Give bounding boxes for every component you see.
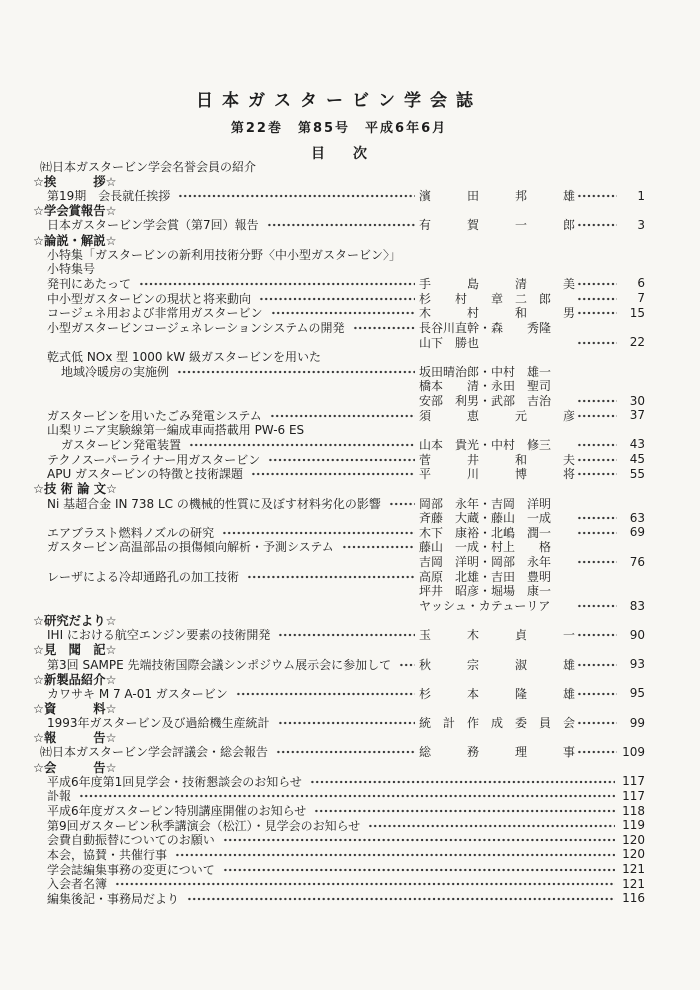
dot-leader bbox=[310, 774, 615, 789]
dot-leader bbox=[259, 291, 415, 306]
entry-authors: 杉 本 隆 雄 bbox=[419, 686, 576, 701]
entry-title: ☆見 聞 記☆ bbox=[33, 643, 117, 658]
entry-authors: 高原 北雄・吉田 豊明 bbox=[419, 569, 552, 584]
dot-leader-short bbox=[577, 481, 617, 496]
toc-row bbox=[33, 335, 645, 350]
dot-leader bbox=[247, 569, 415, 584]
toc-row bbox=[33, 569, 645, 584]
dot-leader-short bbox=[577, 525, 617, 540]
entry-title: 乾式低 NOx 型 1000 kW 級ガスタービンを用いた bbox=[47, 350, 321, 365]
dot-leader-short bbox=[577, 188, 617, 203]
toc-section-header bbox=[33, 642, 645, 657]
entry-title: 小特集号 bbox=[47, 262, 96, 277]
entry-page: 93 bbox=[629, 657, 645, 672]
toc-row bbox=[33, 657, 645, 672]
dot-leader bbox=[222, 525, 415, 540]
dot-leader-short bbox=[577, 203, 617, 218]
dot-leader-short bbox=[577, 671, 617, 686]
entry-page: 121 bbox=[622, 876, 645, 891]
dot-leader bbox=[41, 510, 415, 525]
entry-authors: ヤッシュ・カテューリア bbox=[419, 599, 551, 614]
entry-page: 117 bbox=[622, 788, 645, 803]
dot-leader bbox=[125, 613, 415, 628]
entry-page: 95 bbox=[629, 686, 645, 701]
toc-row bbox=[33, 379, 645, 394]
toc-row bbox=[33, 159, 645, 174]
entry-title: ☆資 料☆ bbox=[33, 702, 117, 717]
dot-leader bbox=[178, 188, 415, 203]
entry-title: カワサキ M 7 A-01 ガスタービン bbox=[47, 686, 228, 701]
dot-leader bbox=[278, 628, 415, 643]
entry-title: APU ガスタービンの特徴と技術課題 bbox=[47, 467, 244, 482]
entry-title: 1993年ガスタービン及び過給機生産統計 bbox=[47, 716, 270, 731]
dot-leader-short bbox=[577, 598, 617, 613]
toc-section-header bbox=[33, 232, 645, 247]
entry-page: 109 bbox=[622, 744, 645, 759]
toc-row bbox=[33, 789, 645, 804]
dot-leader bbox=[125, 759, 415, 774]
dot-leader-short bbox=[577, 408, 617, 423]
entry-page: 90 bbox=[629, 627, 645, 642]
dot-leader bbox=[125, 203, 415, 218]
entry-authors: 坪井 昭彦・堀場 康一 bbox=[419, 584, 552, 599]
toc-section-header bbox=[33, 203, 645, 218]
entry-title: ☆新製品紹介☆ bbox=[33, 672, 117, 687]
entry-title: 中小型ガスタービンの現状と将来動向 bbox=[47, 291, 252, 306]
entry-page: 76 bbox=[629, 554, 645, 569]
entry-title: ☆会 告☆ bbox=[33, 760, 117, 775]
dot-leader-short bbox=[577, 584, 617, 599]
toc-row bbox=[33, 437, 645, 452]
dot-leader bbox=[278, 715, 415, 730]
toc-row bbox=[33, 876, 645, 891]
dot-leader-short bbox=[577, 628, 617, 643]
entry-page: 119 bbox=[622, 818, 645, 833]
dot-leader-short bbox=[577, 379, 617, 394]
toc-row bbox=[33, 188, 645, 203]
dot-leader bbox=[175, 847, 615, 862]
toc-row bbox=[33, 364, 645, 379]
issue-info: 第22巻 第85号 平成6年6月 bbox=[230, 121, 448, 136]
dot-leader-short bbox=[577, 745, 617, 760]
dot-leader-short bbox=[577, 261, 617, 276]
entry-authors: 岡部 永年・吉岡 洋明 bbox=[419, 496, 552, 511]
toc-section-header bbox=[33, 701, 645, 716]
entry-authors: 総 務 理 事 bbox=[419, 745, 576, 760]
entry-title: 本会，協賛・共催行事 bbox=[47, 847, 168, 862]
entry-page: 30 bbox=[629, 393, 645, 408]
entry-page: 63 bbox=[629, 510, 645, 525]
entry-page: 7 bbox=[637, 291, 645, 306]
entry-authors: 斉藤 大蔵・藤山 一成 bbox=[419, 511, 552, 526]
dot-leader bbox=[264, 159, 415, 174]
entry-title: ☆学会賞報告☆ bbox=[33, 204, 117, 219]
entry-page: 83 bbox=[629, 598, 645, 613]
dot-leader bbox=[41, 335, 415, 350]
toc-list bbox=[33, 159, 645, 906]
entry-title: 訃報 bbox=[47, 789, 72, 804]
toc-row bbox=[33, 393, 645, 408]
entry-authors: 統 計 作 成 委 員 会 bbox=[419, 716, 576, 731]
entry-authors: 吉岡 洋明・岡部 永年 bbox=[419, 555, 552, 570]
toc-row bbox=[33, 247, 645, 262]
toc-row bbox=[33, 305, 645, 320]
dot-leader bbox=[177, 364, 415, 379]
entry-title: ☆技 術 論 文☆ bbox=[33, 482, 118, 497]
toc-row bbox=[33, 847, 645, 862]
dot-leader bbox=[270, 408, 415, 423]
dot-leader bbox=[389, 496, 415, 511]
dot-leader-short bbox=[577, 613, 617, 628]
toc-row bbox=[33, 261, 645, 276]
toc-row bbox=[33, 745, 645, 760]
dot-leader-short bbox=[577, 701, 617, 716]
dot-leader bbox=[271, 305, 415, 320]
toc-heading: 目 次 bbox=[311, 146, 367, 162]
entry-authors: 木 村 和 男 bbox=[419, 306, 576, 321]
dot-leader bbox=[312, 423, 415, 438]
entry-authors: 菅 井 和 夫 bbox=[419, 452, 576, 467]
entry-title: ☆論説・解説☆ bbox=[33, 233, 117, 248]
entry-title: テクノスーパーライナー用ガスタービン bbox=[47, 452, 261, 467]
entry-title: ガスタービン発電装置 bbox=[61, 438, 182, 452]
entry-page: 118 bbox=[622, 803, 645, 818]
dot-leader-short bbox=[577, 276, 617, 291]
dot-leader bbox=[125, 232, 415, 247]
entry-title: 平成6年度第1回見学会・技術懇談会のお知らせ bbox=[47, 774, 302, 789]
dot-leader bbox=[223, 862, 615, 877]
toc-row bbox=[33, 803, 645, 818]
entry-title: 入会者名簿 bbox=[47, 877, 108, 892]
toc-section-header bbox=[33, 730, 645, 745]
entry-page: 45 bbox=[629, 452, 645, 467]
toc-row bbox=[33, 628, 645, 643]
entry-page: 121 bbox=[622, 862, 645, 877]
dot-leader bbox=[314, 803, 615, 818]
entry-title: 編集後記・事務局だより bbox=[47, 891, 180, 906]
dot-leader bbox=[125, 481, 415, 496]
entry-page: 15 bbox=[629, 305, 645, 320]
entry-authors: 坂田晴治郎・中村 雄一 bbox=[419, 364, 552, 379]
entry-title: 第19期 会長就任挨拶 bbox=[47, 189, 171, 204]
entry-title: 小型ガスタービンコージェネレーションシステムの開発 bbox=[47, 320, 345, 335]
toc-row bbox=[33, 584, 645, 599]
entry-authors: 山下 勝也 bbox=[419, 335, 480, 350]
dot-leader bbox=[115, 876, 615, 891]
toc-row bbox=[33, 320, 645, 335]
dot-leader-short bbox=[577, 364, 617, 379]
toc-row bbox=[33, 349, 645, 364]
dot-leader-short bbox=[577, 642, 617, 657]
entry-page: 99 bbox=[629, 715, 645, 730]
dot-leader bbox=[276, 745, 415, 760]
dot-leader-short bbox=[577, 730, 617, 745]
toc-row bbox=[33, 774, 645, 789]
dot-leader-short bbox=[577, 715, 617, 730]
entry-title: ㈳日本ガスタービン学会名誉会員の紹介 bbox=[40, 159, 257, 174]
dot-leader bbox=[329, 349, 415, 364]
dot-leader-short bbox=[577, 423, 617, 438]
toc-row bbox=[33, 423, 645, 438]
entry-page: 55 bbox=[629, 466, 645, 481]
toc-row bbox=[33, 218, 645, 233]
entry-title: 山梨リニア実験線第一編成車両搭載用 PW-6 ES bbox=[47, 423, 305, 438]
dot-leader-short bbox=[577, 510, 617, 525]
dot-leader-short bbox=[577, 349, 617, 364]
entry-authors: 玉 木 貞 一 bbox=[419, 628, 576, 643]
toc-row bbox=[33, 276, 645, 291]
dot-leader-short bbox=[577, 291, 617, 306]
dot-leader bbox=[103, 261, 415, 276]
entry-authors: 須 恵 元 彦 bbox=[419, 408, 576, 423]
dot-leader bbox=[125, 701, 415, 716]
page-header bbox=[33, 86, 645, 163]
toc-section-header bbox=[33, 613, 645, 628]
toc-row bbox=[33, 598, 645, 613]
entry-title: ☆報 告☆ bbox=[33, 731, 117, 746]
toc-section-header bbox=[33, 481, 645, 496]
entry-title: 第9回ガスタービン秋季講演会（松江）・見学会のお知らせ bbox=[47, 818, 361, 833]
dot-leader bbox=[236, 686, 415, 701]
entry-authors: 藤山 一成・村上 格 bbox=[419, 540, 552, 555]
dot-leader bbox=[223, 832, 615, 847]
dot-leader-short bbox=[577, 305, 617, 320]
entry-title: 日本ガスタービン学会賞（第7回）報告 bbox=[47, 218, 259, 233]
toc-row bbox=[33, 862, 645, 877]
entry-page: 120 bbox=[622, 832, 645, 847]
entry-page: 120 bbox=[622, 847, 645, 862]
entry-title: ☆挨 拶☆ bbox=[33, 174, 117, 189]
entry-page: 117 bbox=[622, 774, 645, 789]
dot-leader bbox=[268, 452, 415, 467]
toc-row bbox=[33, 452, 645, 467]
toc-row bbox=[33, 510, 645, 525]
entry-title: 学会誌編集事務の変更について bbox=[47, 862, 215, 877]
dot-leader-short bbox=[577, 320, 617, 335]
toc-row bbox=[33, 832, 645, 847]
entry-authors: 杉 村 章 二 郎 bbox=[419, 291, 552, 306]
toc-row bbox=[33, 540, 645, 555]
entry-title: コージェネ用および非常用ガスタービン bbox=[47, 306, 263, 321]
entry-authors: 濱 田 邦 雄 bbox=[419, 189, 576, 204]
entry-title: Ni 基超合金 IN 738 LC の機械的性質に及ぼす材料劣化の影響 bbox=[47, 496, 381, 511]
entry-title: 平成6年度ガスタービン特別講座開催のお知らせ bbox=[47, 804, 307, 819]
dot-leader bbox=[41, 554, 415, 569]
entry-title: IHI における航空エンジン要素の技術開発 bbox=[47, 628, 271, 643]
dot-leader-short bbox=[577, 496, 617, 511]
dot-leader-short bbox=[577, 554, 617, 569]
toc-row bbox=[33, 715, 645, 730]
toc-section-header bbox=[33, 759, 645, 774]
entry-title: レーザによる冷却通路孔の加工技術 bbox=[47, 569, 240, 584]
dot-leader-short bbox=[577, 569, 617, 584]
dot-leader-short bbox=[577, 232, 617, 247]
toc-section-header bbox=[33, 174, 645, 189]
entry-authors: 秋 宗 淑 雄 bbox=[419, 657, 576, 672]
entry-title: 小特集「ガスタービンの新利用技術分野〈中小型ガスタービン〉」 bbox=[47, 247, 402, 262]
dot-leader-short bbox=[577, 437, 617, 452]
entry-authors: 木下 康裕・北嶋 潤一 bbox=[419, 525, 552, 540]
entry-authors: 長谷川直幹・森 秀隆 bbox=[419, 320, 552, 335]
entry-page: 116 bbox=[622, 891, 645, 906]
dot-leader-short bbox=[577, 393, 617, 408]
entry-title: 発刊にあたって bbox=[47, 276, 132, 291]
entry-title: エアブラスト燃料ノズルの研究 bbox=[47, 525, 215, 540]
toc-row bbox=[33, 525, 645, 540]
toc-row bbox=[33, 554, 645, 569]
dot-leader bbox=[79, 789, 615, 804]
entry-title: ガスタービンを用いたごみ発電システム bbox=[47, 408, 262, 423]
toc-row bbox=[33, 408, 645, 423]
dot-leader-short bbox=[577, 335, 617, 350]
entry-page: 6 bbox=[637, 276, 645, 291]
toc-row bbox=[33, 496, 645, 511]
entry-page: 1 bbox=[637, 188, 645, 203]
dot-leader bbox=[41, 379, 415, 394]
entry-authors: 橋本 清・永田 聖司 bbox=[419, 379, 552, 394]
dot-leader-short bbox=[577, 686, 617, 701]
entry-page: 43 bbox=[629, 437, 645, 452]
dot-leader bbox=[409, 247, 415, 262]
dot-leader bbox=[125, 642, 415, 657]
toc-row bbox=[33, 291, 645, 306]
dot-leader-short bbox=[577, 174, 617, 189]
dot-leader-short bbox=[577, 159, 617, 174]
dot-leader bbox=[189, 437, 415, 452]
dot-leader bbox=[125, 174, 415, 189]
dot-leader bbox=[399, 657, 415, 672]
entry-page: 69 bbox=[629, 525, 645, 540]
toc-section-header bbox=[33, 671, 645, 686]
toc-row bbox=[33, 891, 645, 906]
entry-authors: 安部 利男・武部 吉治 bbox=[419, 394, 552, 409]
dot-leader bbox=[139, 276, 415, 291]
dot-leader bbox=[125, 671, 415, 686]
toc-row bbox=[33, 686, 645, 701]
entry-title: ㈳日本ガスタービン学会評議会・総会報告 bbox=[40, 745, 269, 760]
dot-leader bbox=[267, 218, 415, 233]
dot-leader-short bbox=[577, 452, 617, 467]
dot-leader bbox=[251, 466, 415, 481]
entry-title: ガスタービン高温部品の損傷傾向解析・予測システム bbox=[47, 540, 334, 555]
dot-leader bbox=[187, 891, 615, 906]
entry-page: 22 bbox=[629, 335, 645, 349]
entry-title: 第3回 SAMPE 先端技術国際会議シンポジウム展示会に参加して bbox=[47, 657, 392, 672]
dot-leader bbox=[353, 320, 415, 335]
journal-title: 日本ガスタービン学会誌 bbox=[196, 91, 482, 111]
dot-leader-short bbox=[577, 759, 617, 774]
dot-leader bbox=[41, 393, 415, 408]
entry-title: 会費自動振替についてのお願い bbox=[47, 833, 215, 848]
entry-title: ☆研究だより☆ bbox=[33, 614, 117, 629]
dot-leader bbox=[41, 584, 415, 599]
toc-row bbox=[33, 818, 645, 833]
entry-authors: 山本 貴光・中村 修三 bbox=[419, 438, 552, 452]
dot-leader-short bbox=[577, 466, 617, 481]
dot-leader bbox=[125, 730, 415, 745]
entry-page: 3 bbox=[637, 217, 645, 232]
dot-leader-short bbox=[577, 247, 617, 262]
dot-leader bbox=[342, 540, 415, 555]
entry-authors: 平 川 博 将 bbox=[419, 467, 576, 482]
dot-leader-short bbox=[577, 657, 617, 672]
dot-leader-short bbox=[577, 540, 617, 555]
dot-leader-short bbox=[577, 218, 617, 233]
entry-page: 37 bbox=[629, 408, 645, 423]
entry-title: 地域冷暖房の実施例 bbox=[61, 364, 170, 379]
entry-authors: 有 賀 一 郎 bbox=[419, 218, 576, 233]
toc-row bbox=[33, 466, 645, 481]
dot-leader bbox=[368, 818, 615, 833]
entry-authors: 手 島 清 美 bbox=[419, 276, 576, 291]
